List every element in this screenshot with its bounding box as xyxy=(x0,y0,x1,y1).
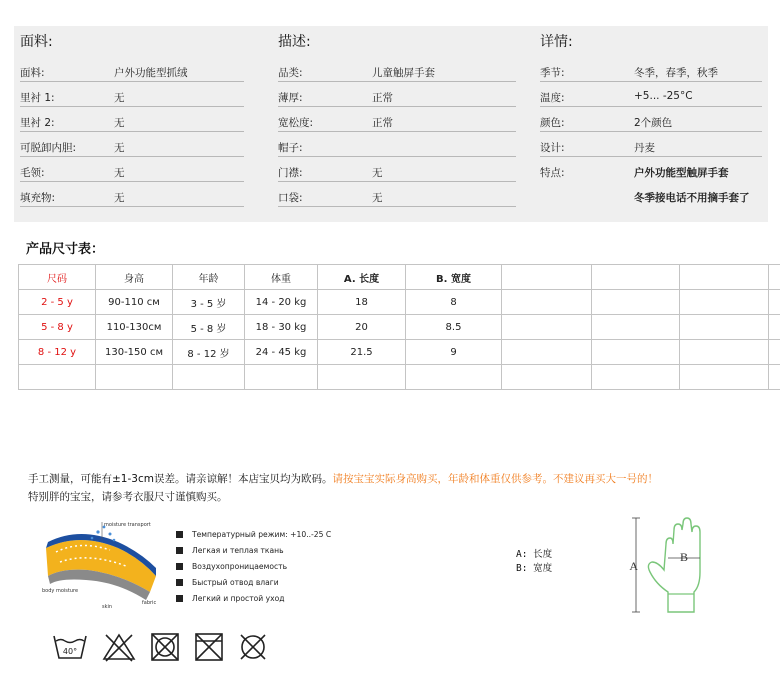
table-cell: 18 - 30 kg xyxy=(245,315,318,340)
table-cell xyxy=(592,340,680,365)
size-table-title: 产品尺寸表： xyxy=(26,242,105,257)
header-cell: 尺码 xyxy=(19,265,96,290)
glove-b-mark: B xyxy=(679,550,689,564)
spec-row: 里衬 1: 无 xyxy=(20,82,244,107)
no-dry-clean-icon xyxy=(238,632,268,662)
table-cell xyxy=(592,315,680,340)
table-cell: 110-130cм xyxy=(96,315,173,340)
details-heading: 详情: xyxy=(540,34,573,50)
spec-row: 可脱卸内胆: 无 xyxy=(20,132,244,157)
table-header-row xyxy=(19,265,780,290)
table-cell: 90-110 cм xyxy=(96,290,173,315)
features-list xyxy=(176,527,331,607)
body-moisture-label: body moisture xyxy=(42,588,79,594)
table-cell: 9 xyxy=(406,340,502,365)
table-cell: 5 - 8 岁 xyxy=(173,315,245,340)
table-cell xyxy=(245,365,318,390)
spec-row: 门襟: 无 xyxy=(278,157,516,182)
feature-item: Быстрый отвод влаги xyxy=(176,575,331,591)
header-cell xyxy=(680,265,769,290)
table-cell xyxy=(769,365,780,390)
header-cell: 年龄 xyxy=(173,265,245,290)
spec-row: 填充物: 无 xyxy=(20,182,244,207)
table-cell: 8 - 12 y xyxy=(19,340,96,365)
spec-row: 冬季接电话不用摘手套了 xyxy=(634,192,750,204)
moisture-transport-label: moisture transport xyxy=(104,522,151,528)
spec-row: 特点: 户外功能型触屏手套 xyxy=(540,167,729,179)
table-cell: 14 - 20 kg xyxy=(245,290,318,315)
table-row xyxy=(19,365,780,390)
material-heading: 面料: xyxy=(20,34,53,50)
size-table xyxy=(18,264,780,390)
skin-label: skin xyxy=(102,604,113,610)
measurement-note xyxy=(28,471,658,486)
table-cell: 8 xyxy=(406,290,502,315)
specs-panel xyxy=(14,26,768,222)
wash-40-icon xyxy=(52,632,88,662)
no-natural-dry-icon xyxy=(194,632,224,662)
table-cell xyxy=(680,340,769,365)
glove-diagram xyxy=(626,514,726,616)
table-cell xyxy=(96,365,173,390)
table-cell xyxy=(769,340,780,365)
header-cell xyxy=(502,265,592,290)
chubby-note: 特别胖的宝宝，请参考衣服尺寸谨慎购买。 xyxy=(28,491,228,503)
table-row xyxy=(19,290,780,315)
table-cell xyxy=(680,315,769,340)
header-cell xyxy=(769,265,780,290)
table-row xyxy=(19,340,780,365)
dimension-legend xyxy=(516,546,552,574)
table-cell: 3 - 5 岁 xyxy=(173,290,245,315)
spec-row: 毛领: 无 xyxy=(20,157,244,182)
spec-row: 品类: 儿童触屏手套 xyxy=(278,57,516,82)
feature-item: Легкий и простой уход xyxy=(176,591,331,607)
table-cell: 20 xyxy=(318,315,406,340)
spec-row: 宽松度: 正常 xyxy=(278,107,516,132)
fabric-label: fabric xyxy=(142,600,157,606)
spec-row: 薄厚: 正常 xyxy=(278,82,516,107)
table-cell xyxy=(680,365,769,390)
description-heading: 描述: xyxy=(278,34,311,50)
table-cell xyxy=(502,290,592,315)
table-cell: 130-150 cм xyxy=(96,340,173,365)
header-cell: 身高 xyxy=(96,265,173,290)
table-cell xyxy=(592,290,680,315)
table-row xyxy=(19,315,780,340)
glove-a-mark: A xyxy=(629,559,638,573)
table-cell: 18 xyxy=(318,290,406,315)
no-bleach-icon xyxy=(102,632,136,662)
table-cell xyxy=(318,365,406,390)
table-cell xyxy=(173,365,245,390)
table-cell xyxy=(592,365,680,390)
table-cell xyxy=(769,315,780,340)
measurement-note-black: 手工测量，可能有±1-3cm误差。请亲谅解！本店宝贝均为欧码。 xyxy=(28,473,333,485)
spec-row: 里衬 2: 无 xyxy=(20,107,244,132)
fabric-layers-diagram xyxy=(40,518,170,610)
table-cell: 24 - 45 kg xyxy=(245,340,318,365)
spec-row: 设计: 丹麦 xyxy=(540,132,762,157)
header-cell xyxy=(592,265,680,290)
header-cell: A. 长度 xyxy=(318,265,406,290)
table-cell: 8.5 xyxy=(406,315,502,340)
table-cell xyxy=(680,290,769,315)
table-cell: 21.5 xyxy=(318,340,406,365)
table-cell xyxy=(769,290,780,315)
wash-temp-label: 40° xyxy=(62,647,78,656)
legend-b: B: 宽度 xyxy=(516,563,553,574)
table-cell xyxy=(19,365,96,390)
spec-row: 面料: 户外功能型抓绒 xyxy=(20,57,244,82)
measurement-note-orange: 请按宝宝实际身高购买，年龄和体重仅供参考。不建议再买大一号的！ xyxy=(332,473,658,485)
feature-item: Легкая и теплая ткань xyxy=(176,543,331,559)
table-cell: 8 - 12 岁 xyxy=(173,340,245,365)
table-cell: 2 - 5 y xyxy=(19,290,96,315)
spec-row: 季节: 冬季，春季，秋季 xyxy=(540,57,762,82)
legend-a: A: 长度 xyxy=(516,549,553,560)
header-cell: 体重 xyxy=(245,265,318,290)
table-cell xyxy=(406,365,502,390)
spec-row: 帽子: xyxy=(278,132,516,157)
table-cell xyxy=(502,315,592,340)
spec-row: 口袋: 无 xyxy=(278,182,516,207)
feature-item: Воздухопроницаемость xyxy=(176,559,331,575)
spec-row: 温度: +5... -25°C xyxy=(540,82,762,107)
table-cell: 5 - 8 y xyxy=(19,315,96,340)
spec-row: 颜色: 2个颜色 xyxy=(540,107,762,132)
no-tumble-dry-icon xyxy=(150,632,180,662)
header-cell: B. 宽度 xyxy=(406,265,502,290)
table-cell xyxy=(502,365,592,390)
table-cell xyxy=(502,340,592,365)
feature-item: Температурный режим: +10..-25 С xyxy=(176,527,331,543)
care-symbols xyxy=(52,632,282,662)
